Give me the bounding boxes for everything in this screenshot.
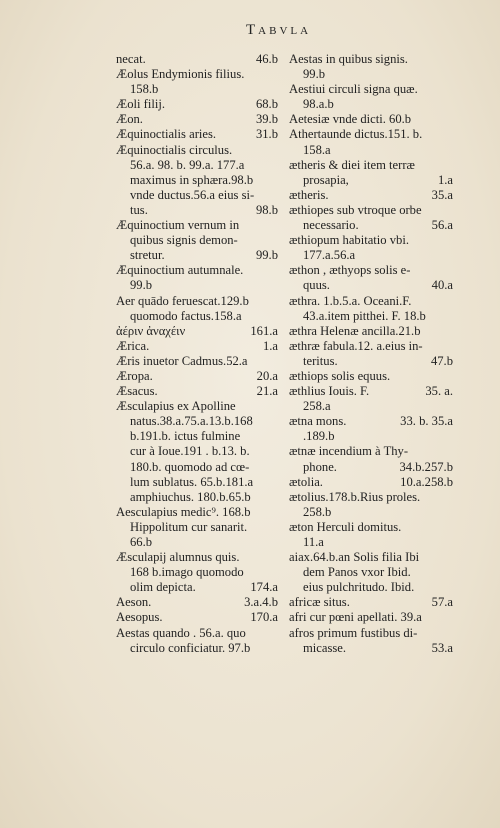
index-entry bbox=[289, 580, 453, 595]
index-entry-reference: 21.a bbox=[256, 384, 278, 399]
index-entry-reference: 68.b bbox=[255, 97, 278, 112]
index-entry-text: Aestiui circuli signa quæ. bbox=[289, 82, 418, 97]
index-entry bbox=[116, 143, 278, 158]
index-entry bbox=[289, 324, 453, 339]
index-entry-reference: 53.a bbox=[431, 640, 453, 655]
index-entry bbox=[289, 143, 453, 158]
index-entry bbox=[116, 52, 278, 67]
index-entry bbox=[116, 641, 278, 656]
index-entry bbox=[116, 112, 278, 127]
index-entry-reference: 1.a bbox=[262, 338, 278, 353]
index-entry-reference: 10.a.258.b bbox=[400, 474, 453, 489]
index-entry bbox=[116, 67, 278, 82]
index-entry bbox=[289, 444, 453, 459]
index-entry bbox=[116, 414, 278, 429]
index-entry bbox=[289, 565, 453, 580]
index-entry-reference: 35. a. bbox=[425, 384, 453, 399]
index-entry bbox=[116, 550, 278, 565]
index-entry bbox=[289, 339, 453, 354]
index-entry bbox=[289, 203, 453, 218]
index-entry bbox=[116, 490, 278, 505]
index-entry bbox=[116, 97, 278, 112]
index-entry bbox=[289, 309, 453, 324]
index-entry bbox=[116, 626, 278, 641]
index-entry-text: quibus signis demon- bbox=[130, 233, 238, 248]
index-entry bbox=[289, 414, 453, 429]
index-entry-text: æthiops solis equus. bbox=[289, 368, 391, 383]
index-entry-reference: 20.a bbox=[256, 368, 278, 383]
index-entry bbox=[116, 173, 278, 188]
index-entry-text: b.191.b. ictus fulmine bbox=[130, 429, 241, 444]
index-entry-text: æthra. 1.b.5.a. Oceani.F. bbox=[289, 293, 412, 308]
index-entry-text: Aer quādo feruescat.129.b bbox=[116, 293, 249, 308]
index-entry-reference: 35.a bbox=[431, 187, 453, 202]
index-entry-text: phone. bbox=[303, 459, 337, 474]
index-entry-reference: 39.b bbox=[255, 112, 278, 127]
index-entry bbox=[116, 233, 278, 248]
index-entry bbox=[116, 188, 278, 203]
index-entry-text: Aesopus. bbox=[116, 610, 163, 625]
index-entry-reference: 46.b bbox=[255, 52, 278, 66]
index-entry-text: Æon. bbox=[116, 112, 143, 127]
index-entry-reference: 99.b bbox=[255, 248, 278, 263]
index-entry bbox=[289, 535, 453, 550]
index-entry-text: ætheris. bbox=[289, 187, 329, 202]
index-entry bbox=[289, 52, 453, 67]
index-entry-text: stretur. bbox=[130, 248, 165, 263]
index-entry-text: Æoli filij. bbox=[116, 97, 165, 112]
index-entry-text: afros primum fustibus di- bbox=[289, 625, 418, 640]
index-entry-text: Ærica. bbox=[116, 338, 150, 353]
index-entry-text: Hippolitum cur sanarit. bbox=[130, 519, 248, 534]
index-entry-text: olim depicta. bbox=[130, 580, 196, 595]
index-entry-text: vnde ductus.56.a eius si- bbox=[130, 187, 255, 202]
index-entry bbox=[116, 339, 278, 354]
index-entry-text: africæ situs. bbox=[289, 595, 350, 610]
index-entry bbox=[116, 610, 278, 625]
index-entry bbox=[289, 490, 453, 505]
index-entry bbox=[289, 263, 453, 278]
index-entry-text: Æsculapius ex Apolline bbox=[116, 399, 236, 414]
index-entry-reference: 33. b. 35.a bbox=[400, 414, 453, 429]
index-entry bbox=[116, 248, 278, 263]
index-entry-reference: 1.a bbox=[437, 172, 453, 187]
index-entry bbox=[289, 595, 453, 610]
index-entry bbox=[116, 535, 278, 550]
index-entry bbox=[289, 610, 453, 625]
index-entry-text: Æquinoctialis aries. bbox=[116, 127, 217, 142]
index-entry bbox=[289, 67, 453, 82]
index-entry bbox=[289, 188, 453, 203]
index-entry bbox=[116, 444, 278, 459]
index-entry-text: necat. bbox=[116, 52, 146, 66]
index-entry-text: 158.a bbox=[303, 142, 331, 157]
index-entry-text: 180.b. quomodo ad cœ- bbox=[130, 459, 250, 474]
index-entry bbox=[289, 354, 453, 369]
index-entry bbox=[116, 475, 278, 490]
index-entry-text: amphiuchus. 180.b.65.b bbox=[130, 489, 251, 504]
index-entry bbox=[289, 384, 453, 399]
index-entry-text: Æsculapij alumnus quis. bbox=[116, 550, 240, 565]
index-entry-text: afri cur pœni apellati. 39.a bbox=[289, 610, 422, 625]
index-entry-text: 43.a.item pitthei. F. 18.b bbox=[303, 308, 426, 323]
index-entry-text: æthra Helenæ ancilla.21.b bbox=[289, 323, 421, 338]
index-entry bbox=[289, 158, 453, 173]
index-entry-reference: 170.a bbox=[250, 610, 278, 625]
index-entry bbox=[116, 429, 278, 444]
index-entry bbox=[289, 233, 453, 248]
index-entry-text: micasse. bbox=[303, 640, 347, 655]
index-column-left bbox=[116, 52, 278, 656]
index-entry-text: Æsacus. bbox=[116, 384, 158, 399]
index-entry-text: ætolia. bbox=[289, 474, 323, 489]
index-entry bbox=[289, 278, 453, 293]
index-entry bbox=[116, 294, 278, 309]
index-entry bbox=[116, 278, 278, 293]
index-entry bbox=[116, 127, 278, 142]
index-entry-reference: 3.a.4.b bbox=[244, 595, 278, 610]
index-entry-text: æthiopes sub vtroque orbe bbox=[289, 202, 422, 217]
index-entry-text: æthlius Iouis. F. bbox=[289, 384, 370, 399]
index-entry-text: ἀέριν ἀναχέιν bbox=[116, 323, 186, 338]
index-entry-reference: 161.a bbox=[250, 323, 278, 338]
index-column-right bbox=[289, 52, 453, 656]
index-entry-text: æton Herculi domitus. bbox=[289, 519, 402, 534]
index-entry-text: prosapia, bbox=[303, 172, 349, 187]
index-entry bbox=[289, 248, 453, 263]
index-entry-text: 258.b bbox=[303, 504, 332, 519]
index-entry-text: æthon , æthyops solis e- bbox=[289, 263, 411, 278]
index-entry-reference: 47.b bbox=[430, 353, 453, 368]
index-entry-text: æthræ fabula.12. a.eius in- bbox=[289, 338, 423, 353]
index-entry-text: æthiopum habitatio vbi. bbox=[289, 233, 409, 248]
index-entry-text: .189.b bbox=[303, 429, 335, 444]
index-entry-text: necessario. bbox=[303, 218, 359, 233]
index-entry bbox=[116, 399, 278, 414]
index-entry-text: ætheris & diei item terræ bbox=[289, 157, 415, 172]
index-entry-text: 177.a.56.a bbox=[303, 248, 356, 263]
index-entry bbox=[116, 595, 278, 610]
index-entry-reference: 31.b bbox=[255, 127, 278, 142]
index-entry bbox=[289, 173, 453, 188]
index-entry-text: cur à Ioue.191 . b.13. b. bbox=[130, 444, 250, 459]
index-entry-text: Aesculapius medic⁹. 168.b bbox=[116, 504, 251, 519]
index-entry bbox=[289, 399, 453, 414]
index-entry bbox=[116, 354, 278, 369]
index-entry-text: 56.a. 98. b. 99.a. 177.a bbox=[130, 157, 245, 172]
index-entry bbox=[289, 127, 453, 142]
index-entry-reference: 40.a bbox=[431, 278, 453, 293]
index-entry-text: 99.b bbox=[303, 67, 326, 82]
index-entry-reference: 56.a bbox=[431, 218, 453, 233]
index-entry bbox=[289, 460, 453, 475]
index-entry-reference: 34.b.257.b bbox=[399, 459, 453, 474]
index-entry-text: dem Panos vxor Ibid. bbox=[303, 565, 411, 580]
index-entry-text: 99.b bbox=[130, 278, 153, 293]
index-entry bbox=[116, 505, 278, 520]
index-entry bbox=[289, 294, 453, 309]
index-entry-text: 11.a bbox=[303, 535, 324, 549]
index-entry bbox=[116, 203, 278, 218]
page-header bbox=[0, 22, 500, 42]
index-entry bbox=[116, 520, 278, 535]
index-entry-text: 158.b bbox=[130, 82, 159, 97]
index-entry bbox=[116, 263, 278, 278]
index-entry bbox=[116, 460, 278, 475]
index-entry-reference: 57.a bbox=[431, 595, 453, 610]
index-entry-text: Aestas quando . 56.a. quo bbox=[116, 625, 246, 640]
index-entry-text: Æquinoctialis circulus. bbox=[116, 142, 233, 157]
index-entry-reference: 98.b bbox=[255, 202, 278, 217]
index-entry bbox=[289, 505, 453, 520]
index-entry-text: lum sublatus. 65.b.181.a bbox=[130, 474, 254, 489]
index-entry-text: ætna mons. bbox=[289, 414, 347, 429]
index-entry-text: maximus in sphæra.98.b bbox=[130, 172, 254, 187]
index-entry-text: aiax.64.b.an Solis filia Ibi bbox=[289, 550, 420, 565]
index-entry-reference: 174.a bbox=[250, 580, 278, 595]
index-entry-text: Aestas in quibus signis. bbox=[289, 52, 408, 66]
index-entry-text: Æquinoctium autumnale. bbox=[116, 263, 244, 278]
running-head: Tabvla bbox=[246, 22, 312, 38]
index-entry-text: teritus. bbox=[303, 353, 338, 368]
index-entry-text: Æropa. bbox=[116, 368, 153, 383]
index-entry-text: 258.a bbox=[303, 399, 331, 414]
index-entry-text: ætolius.178.b.Rius proles. bbox=[289, 489, 421, 504]
index-entry bbox=[116, 218, 278, 233]
index-entry-text: circulo conficiatur. 97.b bbox=[130, 640, 251, 655]
index-entry-text: natus.38.a.75.a.13.b.168 bbox=[130, 414, 253, 429]
index-entry bbox=[289, 218, 453, 233]
index-entry bbox=[289, 82, 453, 97]
index-entry bbox=[116, 158, 278, 173]
index-entry-text: quomodo factus.158.a bbox=[130, 308, 242, 323]
index-entry bbox=[289, 550, 453, 565]
index-entry bbox=[116, 82, 278, 97]
index-entry bbox=[116, 369, 278, 384]
index-entry bbox=[289, 429, 453, 444]
index-entry-text: Æquinoctium vernum in bbox=[116, 218, 240, 233]
index-entry-text: ætnæ incendium à Thy- bbox=[289, 444, 409, 459]
index-entry bbox=[289, 641, 453, 656]
index-entry-text: 66.b bbox=[130, 535, 153, 549]
index-entry bbox=[289, 97, 453, 112]
index-entry bbox=[289, 520, 453, 535]
index-entry bbox=[289, 369, 453, 384]
index-entry bbox=[289, 112, 453, 127]
index-entry bbox=[116, 384, 278, 399]
index-entry bbox=[289, 626, 453, 641]
index-entry-text: Aetesiæ vnde dicti. 60.b bbox=[289, 112, 412, 127]
index-entry bbox=[116, 580, 278, 595]
index-entry-text: Aeson. bbox=[116, 595, 152, 610]
index-entry-text: eius pulchritudo. Ibid. bbox=[303, 580, 415, 595]
index-entry-text: tus. bbox=[130, 202, 148, 217]
index-entry bbox=[289, 475, 453, 490]
index-entry bbox=[116, 309, 278, 324]
index-entry-text: 168 b.imago quomodo bbox=[130, 565, 244, 580]
index-entry-text: Æris inuetor Cadmus.52.a bbox=[116, 353, 248, 368]
index-entry bbox=[116, 565, 278, 580]
index-entry-text: quus. bbox=[303, 278, 330, 293]
index-entry bbox=[116, 324, 278, 339]
index-entry-text: Athertaunde dictus.151. b. bbox=[289, 127, 423, 142]
index-entry-text: Æolus Endymionis filius. bbox=[116, 67, 245, 82]
index-entry-text: 98.a.b bbox=[303, 97, 334, 112]
